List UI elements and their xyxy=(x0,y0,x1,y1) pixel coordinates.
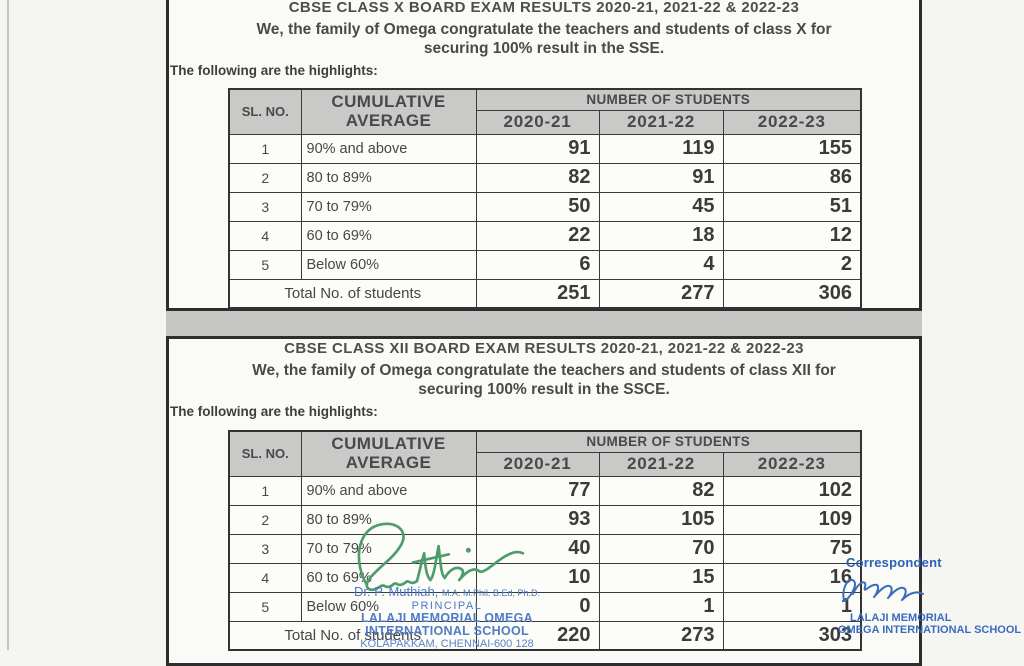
class-x-highlights-label: The following are the highlights: xyxy=(170,63,378,78)
table-row xyxy=(229,192,861,221)
class-xii-results-table xyxy=(228,430,862,651)
row-value: 0 xyxy=(476,592,599,621)
principal-org-line2: INTERNATIONAL SCHOOL xyxy=(365,624,529,638)
header-year-2020-21: 2020-21 xyxy=(476,110,599,134)
row-value: 82 xyxy=(476,163,599,192)
class-xii-title: CBSE CLASS XII BOARD EXAM RESULTS 2020-21, 2021-22 & 2022-23 xyxy=(284,340,804,357)
table-row xyxy=(229,476,861,505)
table-total-row xyxy=(229,279,861,308)
row-value: 109 xyxy=(723,505,861,534)
total-value: 220 xyxy=(476,621,599,650)
header-year-2022-23: 2022-23 xyxy=(723,452,861,476)
row-serial: 3 xyxy=(229,534,301,563)
row-value: 155 xyxy=(723,134,861,163)
row-category: 80 to 89% xyxy=(301,505,476,534)
correspondent-org-line1: LALAJI MEMORIAL xyxy=(850,612,952,624)
row-value: 10 xyxy=(476,563,599,592)
row-serial: 5 xyxy=(229,250,301,279)
row-value: 119 xyxy=(599,134,723,163)
principal-qualifications: M.A. M.Phil. B.Ed, Ph.D. xyxy=(441,588,540,598)
header-number-of-students: NUMBER OF STUDENTS xyxy=(476,431,861,452)
row-value: 75 xyxy=(723,534,861,563)
row-value: 70 xyxy=(599,534,723,563)
table-row xyxy=(229,592,861,621)
row-value: 77 xyxy=(476,476,599,505)
principal-role: PRINCIPAL xyxy=(411,600,483,612)
row-value: 12 xyxy=(723,221,861,250)
row-category: Below 60% xyxy=(301,250,476,279)
table-row xyxy=(229,250,861,279)
row-value: 40 xyxy=(476,534,599,563)
header-year-2022-23: 2022-23 xyxy=(723,110,861,134)
table-header xyxy=(229,89,861,134)
row-category: 90% and above xyxy=(301,134,476,163)
row-value: 82 xyxy=(599,476,723,505)
header-year-2020-21: 2020-21 xyxy=(476,452,599,476)
section-divider-band xyxy=(166,311,922,336)
header-number-of-students: NUMBER OF STUDENTS xyxy=(476,89,861,110)
header-cumulative-average: CUMULATIVE AVERAGE xyxy=(301,89,476,134)
header-year-2021-22: 2021-22 xyxy=(599,452,723,476)
row-value: 105 xyxy=(599,505,723,534)
row-serial: 4 xyxy=(229,221,301,250)
total-value: 306 xyxy=(723,279,861,308)
row-value: 18 xyxy=(599,221,723,250)
class-x-results-table xyxy=(228,88,862,309)
total-label: Total No. of students xyxy=(229,621,476,650)
row-value: 1 xyxy=(599,592,723,621)
correspondent-org-line2: OMEGA INTERNATIONAL SCHOOL xyxy=(838,624,1022,636)
row-value: 91 xyxy=(476,134,599,163)
row-value: 22 xyxy=(476,221,599,250)
row-value: 86 xyxy=(723,163,861,192)
class-xii-subtitle-line1: We, the family of Omega congratulate the teachers and students of class XII for xyxy=(252,362,836,379)
table-row xyxy=(229,534,861,563)
row-serial: 2 xyxy=(229,163,301,192)
row-value: 2 xyxy=(723,250,861,279)
principal-address: KOLAPAKKAM, CHENNAI-600 128 xyxy=(360,638,534,650)
row-category: 70 to 79% xyxy=(301,192,476,221)
row-category: 70 to 79% xyxy=(301,534,476,563)
row-value: 93 xyxy=(476,505,599,534)
total-label: Total No. of students xyxy=(229,279,476,308)
total-value: 303 xyxy=(723,621,861,650)
row-value: 6 xyxy=(476,250,599,279)
row-value: 50 xyxy=(476,192,599,221)
table-total-row xyxy=(229,621,861,650)
row-serial: 5 xyxy=(229,592,301,621)
class-x-subtitle-line1: We, the family of Omega congratulate the teachers and students of class X for xyxy=(256,21,832,38)
scan-artifact-line xyxy=(7,0,9,650)
row-serial: 1 xyxy=(229,134,301,163)
total-value: 277 xyxy=(599,279,723,308)
header-year-2021-22: 2021-22 xyxy=(599,110,723,134)
table-row xyxy=(229,563,861,592)
header-sl-no: SL. NO. xyxy=(229,89,301,134)
row-value: 51 xyxy=(723,192,861,221)
correspondent-title: Correspondent xyxy=(846,555,942,570)
row-category: 80 to 89% xyxy=(301,163,476,192)
row-value: 4 xyxy=(599,250,723,279)
row-value: 91 xyxy=(599,163,723,192)
table-row xyxy=(229,505,861,534)
row-value: 15 xyxy=(599,563,723,592)
table-row xyxy=(229,134,861,163)
class-x-title: CBSE CLASS X BOARD EXAM RESULTS 2020-21, 2021-22 & 2022-23 xyxy=(288,0,800,16)
header-sl-no: SL. NO. xyxy=(229,431,301,476)
table-row xyxy=(229,221,861,250)
total-value: 251 xyxy=(476,279,599,308)
table-row xyxy=(229,163,861,192)
class-xii-highlights-label: The following are the highlights: xyxy=(170,404,378,419)
row-value: 16 xyxy=(723,563,861,592)
header-cumulative-average: CUMULATIVE AVERAGE xyxy=(301,431,476,476)
table-header xyxy=(229,431,861,476)
row-serial: 2 xyxy=(229,505,301,534)
row-serial: 1 xyxy=(229,476,301,505)
row-category: 60 to 69% xyxy=(301,563,476,592)
row-value: 45 xyxy=(599,192,723,221)
class-xii-subtitle-line2: securing 100% result in the SSCE. xyxy=(418,381,670,398)
class-x-subtitle-line2: securing 100% result in the SSE. xyxy=(423,40,665,57)
row-serial: 3 xyxy=(229,192,301,221)
row-category: Below 60% xyxy=(301,592,476,621)
principal-name: Dr. P. Muthiah, M.A. M.Phil. B.Ed, Ph.D. xyxy=(354,584,540,599)
total-value: 273 xyxy=(599,621,723,650)
principal-org-line1: LALAJI MEMORIAL OMEGA xyxy=(360,611,534,625)
row-serial: 4 xyxy=(229,563,301,592)
row-value: 102 xyxy=(723,476,861,505)
row-value: 1 xyxy=(723,592,861,621)
row-category: 90% and above xyxy=(301,476,476,505)
row-category: 60 to 69% xyxy=(301,221,476,250)
